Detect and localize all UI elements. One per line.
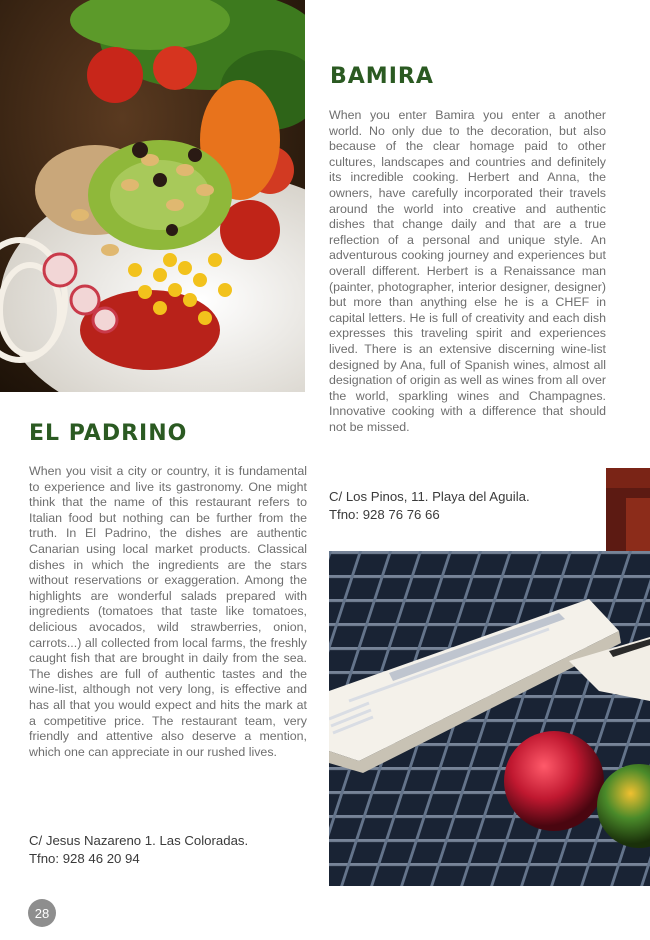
el-padrino-phone: Tfno: 928 46 20 94 <box>29 851 140 866</box>
salad-photo <box>0 0 305 392</box>
bamira-title: BAMIRA <box>330 64 434 89</box>
el-padrino-contact <box>29 832 248 868</box>
page-number: 28 <box>28 899 56 927</box>
dessert-plate-photo <box>329 551 650 886</box>
el-padrino-title: EL PADRINO <box>29 421 188 446</box>
el-padrino-description: When you visit a city or country, it is fundamental to experience and live its gastronomy. One might think that the name of this restaurant refers to Italian food but nothing can be further from the truth. In El Padrino, the dishes are authentic Canarian using local market products. Classical dishes in which the ingredients are the stars without reservations or exaggeration. Among the highlights are wonderful salads prepared with ingredients (tomatoes that taste like tomatoes, delicious avocados, wild strawberries, onion, carrots...) all collected from local farms, the freshly caught fish that are brought in daily from the sea. The dishes are full of authentic tastes and the wine-list, although not very long, is effective and has all that you would expect and hits the mark at a competitive price. The restaurant team, very friendly and attentive also deserve a mention, which one can appreciate in our rushed lives. <box>29 464 307 759</box>
bamira-description: When you enter Bamira you enter a another world. No only due to the decoration, but also because of the clear homage paid to other cultures, landscapes and countries and definitely its incredible cooking. Herbert and Anna, the owners, have carefully incorporated their travels around the world into creative and authentic dishes that change daily and that are a true reflection of a personal and unique style. An adventurous cooking journey and experiences but overall different. Herbert is a Renaissance man (painter, photographer, interior designer, designer) but more than anything else he is a CHEF in capital letters. He is full of creativity and each dish expresses this traveling spirit and experiences lived. There is an extensive discerning wine-list designed by Ana, full of Spanish wines, almost all designation of origin as well as wines from all over the world, sparkling wines and Champagnes. Innovative cooking with a difference that should not be missed. <box>329 108 606 434</box>
bamira-address: C/ Los Pinos, 11. Playa del Aguila. <box>329 489 530 504</box>
bamira-phone: Tfno: 928 76 76 66 <box>329 507 440 522</box>
el-padrino-address: C/ Jesus Nazareno 1. Las Coloradas. <box>29 833 249 848</box>
bamira-contact <box>329 488 530 524</box>
photo-strip <box>606 468 650 551</box>
